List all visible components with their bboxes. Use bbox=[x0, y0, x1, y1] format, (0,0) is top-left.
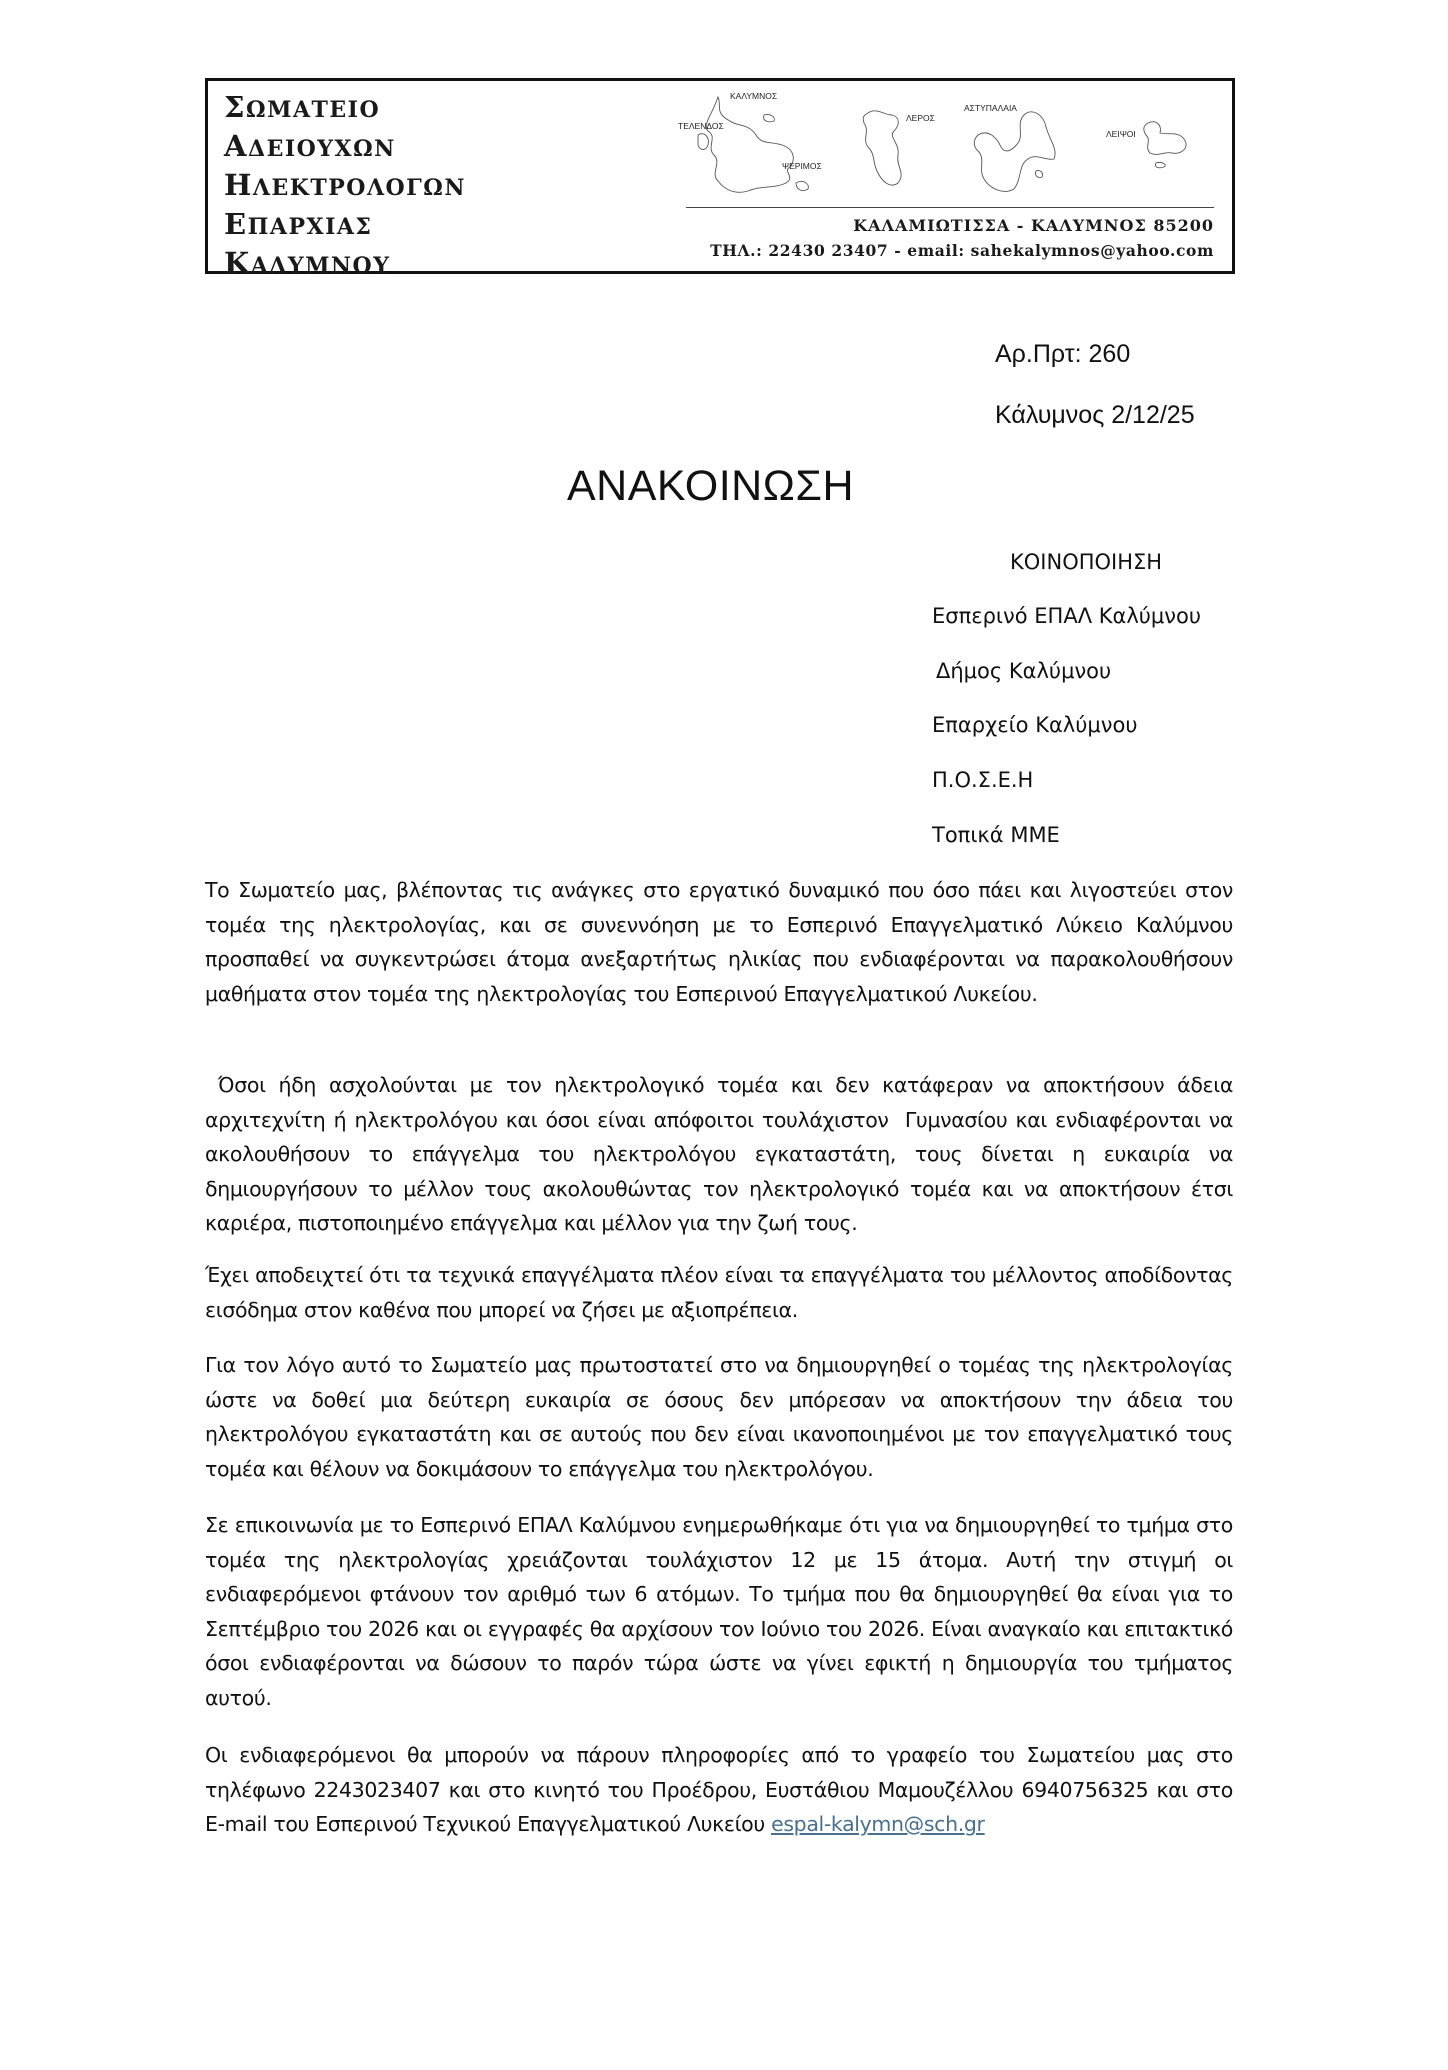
organization-name bbox=[224, 89, 466, 284]
document-title: ΑΝΑΚΟΙΝΩΣΗ bbox=[567, 462, 854, 510]
distribution-heading: ΚΟΙΝΟΠΟΙΗΣΗ bbox=[1010, 550, 1163, 574]
map-label-leipsoi: ΛΕΙΨΟΙ bbox=[1106, 129, 1136, 139]
map-label-pserimos: ΨΕΡΙΜΟΣ bbox=[782, 161, 822, 171]
map-label-astypalaia: ΑΣΤΥΠΑΛΑΙΑ bbox=[964, 103, 1017, 113]
body-paragraph: Όσοι ήδη ασχολούνται με τον ηλεκτρολογικό τομέα και δεν κατάφεραν να αποκτήσουν άδεια αρχιτεχνίτη ή ηλεκτρολόγου και όσοι είναι απόφοιτοι τουλάχιστον Γυμνασίου και ενδιαφέρονται να ακολουθήσουν το επάγγελμα του ηλεκτρολόγου εγκαταστάτη, τους δίνεται η ευκαιρία να δημιουργήσουν το μέλλον τους ακολουθώντας τον ηλεκτρολογικό τομέα και να αποκτήσουν έτσι καριέρα, πιστοποιημένο επάγγελμα και μέλλον για την ζωή τους. bbox=[205, 1073, 1240, 1235]
islands-map-graphic bbox=[678, 85, 1218, 205]
islands-outline-icon bbox=[678, 85, 1218, 205]
distribution-recipient: Π.Ο.Σ.Ε.Η bbox=[932, 768, 1034, 792]
org-name-line: ΑΔΕΙΟΥΧΩΝ bbox=[224, 129, 396, 163]
distribution-recipient: Τοπικά ΜΜΕ bbox=[932, 823, 1060, 847]
org-name-line: ΚΑΛΥΜΝΟΥ bbox=[224, 246, 391, 280]
org-name-line: ΕΠΑΡΧΙΑΣ bbox=[224, 207, 373, 241]
place-date: Κάλυμνος 2/12/25 bbox=[995, 401, 1195, 429]
map-label-leros: ΛΕΡΟΣ bbox=[906, 113, 935, 123]
body-paragraph: Έχει αποδειχτεί ότι τα τεχνικά επαγγέλματα πλέον είναι τα επαγγέλματα του μέλλοντος αποδίδοντας εισόδημα στον καθένα που μπορεί να ζήσει με αξιοπρέπεια. bbox=[205, 1263, 1233, 1322]
email-link[interactable]: espal-kalymn@sch.gr bbox=[771, 1812, 985, 1836]
org-name-line: ΣΩΜΑΤΕΙΟ bbox=[224, 90, 381, 124]
letterhead-contact: ΤΗΛ.: 22430 23407 - email: sahekalymnos@yahoo.com bbox=[710, 241, 1214, 260]
letterhead-divider bbox=[686, 207, 1214, 208]
body-paragraph: Το Σωματείο μας, βλέποντας τις ανάγκες στο εργατικό δυναμικό που όσο πάει και λιγοστεύει στον τομέα της ηλεκτρολογίας, και σε συνεννόηση με το Εσπερινό Επαγγελματικό Λύκειο Καλύμνου προσπαθεί να συγκεντρώσει άτομα ανεξαρτήτως ηλικίας που ενδιαφέρονται να παρακολουθήσουν μαθήματα στον τομέα της ηλεκτρολογίας του Εσπερινού Επαγγελματικού Λυκείου. bbox=[205, 878, 1233, 1006]
map-label-telendos: ΤΕΛΕΝΔΟΣ bbox=[678, 121, 724, 131]
protocol-number: Αρ.Πρτ: 260 bbox=[995, 340, 1131, 368]
distribution-recipient: Επαρχείο Καλύμνου bbox=[932, 713, 1138, 737]
closing-text: Οι ενδιαφερόμενοι θα μπορούν να πάρουν πληροφορίες από το γραφείο του Σωματείου μας στο τηλέφωνο 2243023407 και στο κινητό του Προέδρου, Ευστάθιου Μαμουζέλλου 6940756325 και στο E-mail του Εσπερινού Τεχνικού Επαγγελματικού Λυκείου bbox=[205, 1743, 1233, 1836]
closing-paragraph bbox=[205, 1738, 1233, 1842]
distribution-recipient: Εσπερινό ΕΠΑΛ Καλύμνου bbox=[932, 604, 1202, 628]
org-name-line: ΗΛΕΚΤΡΟΛΟΓΩΝ bbox=[224, 168, 466, 202]
body-paragraph: Σε επικοινωνία με το Εσπερινό ΕΠΑΛ Καλύμνου ενημερωθήκαμε ότι για να δημιουργηθεί το τμήμα στο τομέα της ηλεκτρολογίας χρειάζονται τουλάχιστον 12 με 15 άτομα. Αυτή την στιγμή οι ενδιαφερόμενοι φτάνουν τον αριθμό των 6 ατόμων. Το τμήμα που θα δημιουργηθεί θα είναι για το Σεπτέμβριο του 2026 και οι εγγραφές θα αρχίσουν τον Ιούνιο του 2026. Είναι αναγκαίο και επιτακτικό όσοι ενδιαφέρονται να δώσουν το παρόν τώρα ώστε να γίνει εφικτή η δημιουργία του τμήματος αυτού. bbox=[205, 1513, 1233, 1710]
letterhead-address: ΚΑΛΑΜΙΩΤΙΣΣΑ - ΚΑΛΥΜΝΟΣ 85200 bbox=[853, 216, 1214, 235]
distribution-recipient: Δήμος Καλύμνου bbox=[936, 659, 1112, 683]
body-paragraph: Για τον λόγο αυτό το Σωματείο μας πρωτοστατεί στο να δημιουργηθεί ο τομέας της ηλεκτρολογίας ώστε να δοθεί μια δεύτερη ευκαιρία σε όσους δεν μπόρεσαν να αποκτήσουν την άδεια του ηλεκτρολόγου εγκαταστάτη και σε αυτούς που δεν είναι ικανοποιημένοι με τον επαγγελματικό τους τομέα και θέλουν να δοκιμάσουν το επάγγελμα του ηλεκτρολόγου. bbox=[205, 1353, 1233, 1481]
map-label-kalymnos: ΚΑΛΥΜΝΟΣ bbox=[730, 91, 778, 101]
letterhead bbox=[205, 78, 1235, 280]
